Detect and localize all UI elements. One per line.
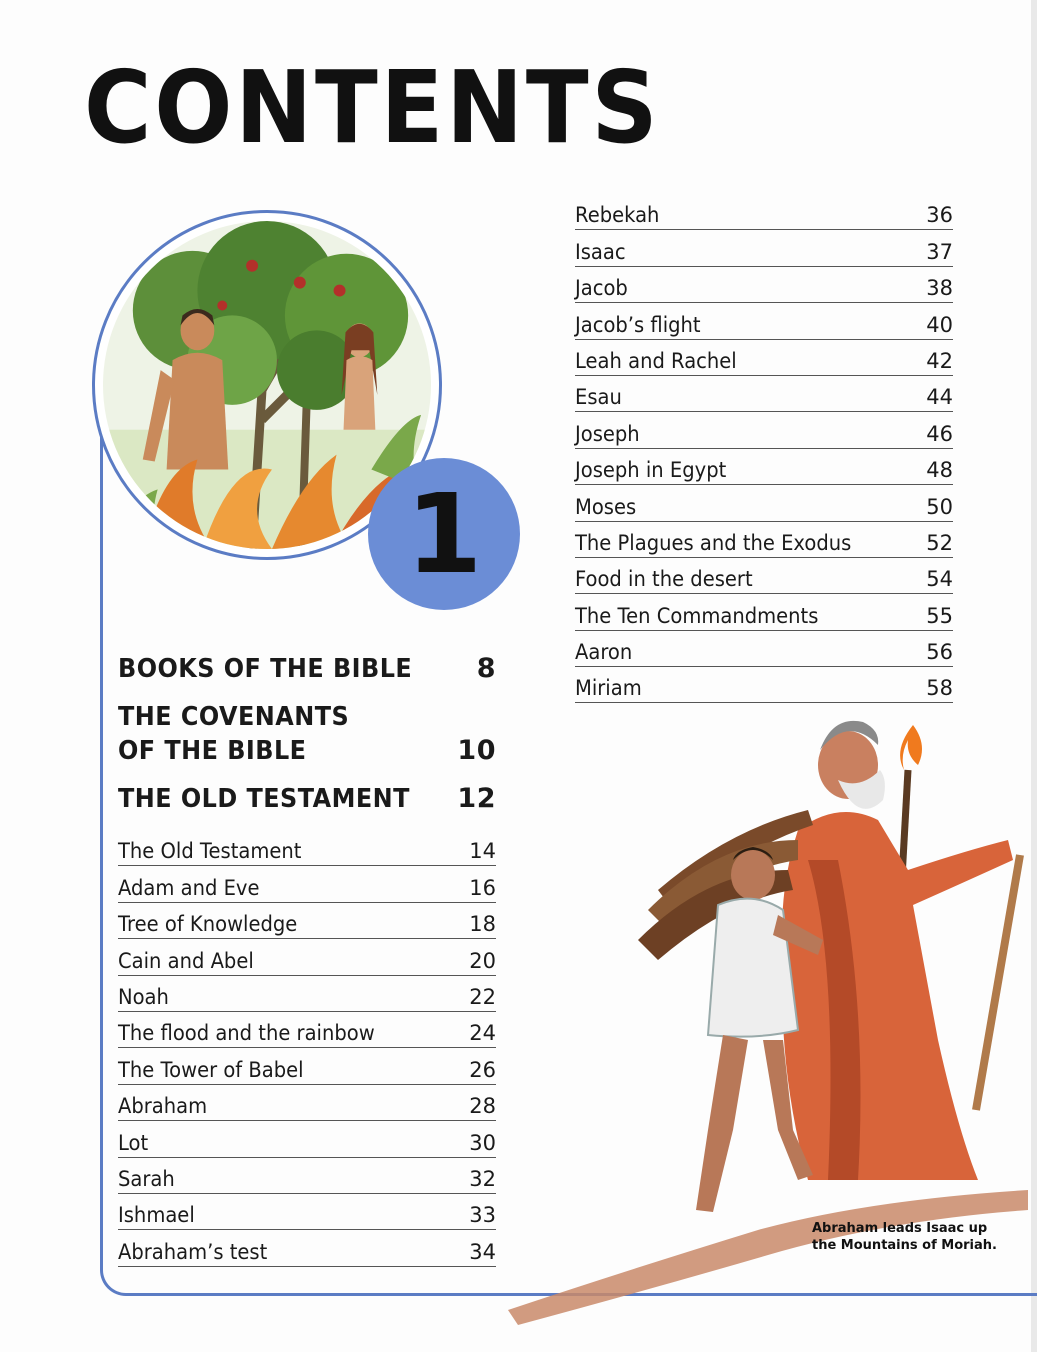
toc-entry-page: 44 [926, 385, 953, 410]
toc-entry[interactable] [575, 667, 953, 703]
toc-entry-page: 58 [926, 676, 953, 701]
toc-entry-page: 38 [926, 276, 953, 301]
toc-entry[interactable] [575, 485, 953, 521]
toc-entry-label: Tree of Knowledge [118, 912, 298, 937]
toc-entry-page: 56 [926, 640, 953, 665]
toc-entry-label: The Plagues and the Exodus [575, 530, 852, 555]
toc-entry-page: 16 [469, 875, 496, 900]
toc-entry-page: 18 [469, 912, 496, 937]
toc-entry-label: Isaac [575, 239, 626, 264]
toc-list-right [575, 194, 953, 703]
toc-list-left [118, 830, 496, 1267]
toc-entry[interactable] [575, 594, 953, 630]
toc-entry-page: 26 [469, 1057, 496, 1082]
toc-entry-page: 54 [926, 567, 953, 592]
page-title: CONTENTS [84, 49, 661, 166]
toc-entry[interactable] [118, 1121, 496, 1157]
toc-entry-label: Moses [575, 494, 637, 519]
toc-entry[interactable] [575, 412, 953, 448]
toc-entry-page: 40 [926, 312, 953, 337]
toc-entry-label: Joseph [575, 421, 640, 446]
major-entry-page: 12 [457, 783, 496, 814]
toc-entry-label: Miriam [575, 676, 642, 701]
toc-entry-label: Abraham [118, 1094, 208, 1119]
major-entry-page: 8 [476, 653, 496, 684]
toc-entry-label: Jacob’s flight [575, 312, 701, 337]
toc-entry-label: The Tower of Babel [118, 1057, 304, 1082]
toc-entry-label: Abraham’s test [118, 1239, 268, 1264]
toc-entry[interactable] [575, 303, 953, 339]
toc-entry-page: 36 [926, 203, 953, 228]
toc-entry-label: Cain and Abel [118, 948, 254, 973]
toc-entry[interactable] [575, 376, 953, 412]
toc-entry-page: 22 [469, 984, 496, 1009]
toc-entry[interactable] [575, 194, 953, 230]
toc-entry[interactable] [118, 1085, 496, 1121]
toc-entry[interactable] [575, 558, 953, 594]
toc-entry[interactable] [575, 449, 953, 485]
toc-entry-page: 55 [926, 603, 953, 628]
toc-entry-label: Aaron [575, 640, 633, 665]
toc-entry-page: 14 [469, 839, 496, 864]
toc-entry[interactable] [575, 267, 953, 303]
toc-entry[interactable] [575, 340, 953, 376]
toc-entry-page: 52 [926, 530, 953, 555]
major-entry-label [118, 700, 349, 768]
toc-entry-page: 42 [926, 348, 953, 373]
toc-entry-label: Food in the desert [575, 567, 753, 592]
toc-entry-page: 24 [469, 1021, 496, 1046]
toc-entry-page: 48 [926, 458, 953, 483]
toc-entry[interactable] [118, 830, 496, 866]
toc-entry[interactable] [118, 1194, 496, 1230]
toc-entry-page: 33 [469, 1203, 496, 1228]
toc-entry-page: 46 [926, 421, 953, 446]
toc-entry[interactable] [118, 1158, 496, 1194]
toc-entry-label: Esau [575, 385, 622, 410]
toc-entry-label: The Ten Commandments [575, 603, 819, 628]
toc-entry-label: Lot [118, 1130, 149, 1155]
toc-entry-label: Jacob [575, 276, 628, 301]
major-entry-covenants[interactable] [118, 700, 496, 768]
caption-line: the Mountains of Moriah. [812, 1238, 997, 1253]
toc-entry[interactable] [575, 631, 953, 667]
illustration-caption [812, 1220, 1002, 1254]
toc-entry-label: Rebekah [575, 203, 660, 228]
toc-entry[interactable] [118, 903, 496, 939]
toc-entry[interactable] [575, 230, 953, 266]
toc-entry-page: 34 [469, 1239, 496, 1264]
toc-entry[interactable] [118, 1012, 496, 1048]
toc-entry[interactable] [118, 976, 496, 1012]
major-entry-label-line: OF THE BIBLE [118, 736, 307, 766]
major-entry-page: 10 [457, 735, 496, 766]
toc-entry[interactable] [118, 866, 496, 902]
toc-entry-label: Leah and Rachel [575, 348, 737, 373]
chapter-number-badge: 1 [368, 458, 520, 610]
toc-entry-label: Sarah [118, 1166, 175, 1191]
major-entry-old-testament[interactable] [118, 782, 496, 816]
toc-entry-label: The flood and the rainbow [118, 1021, 375, 1046]
toc-entry[interactable] [118, 939, 496, 975]
toc-entry-label: Joseph in Egypt [575, 458, 727, 483]
major-entry-label-line: THE COVENANTS [118, 702, 350, 732]
toc-entry-label: Adam and Eve [118, 875, 260, 900]
major-entry-books-of-the-bible[interactable] [118, 652, 496, 686]
toc-entry-label: Ishmael [118, 1203, 195, 1228]
toc-entry-label: Noah [118, 984, 169, 1009]
toc-entry-page: 28 [469, 1094, 496, 1119]
toc-entry-label: The Old Testament [118, 839, 302, 864]
toc-entry-page: 50 [926, 494, 953, 519]
toc-entry[interactable] [118, 1230, 496, 1266]
toc-entry-page: 20 [469, 948, 496, 973]
toc-entry-page: 37 [926, 239, 953, 264]
major-entry-label: BOOKS OF THE BIBLE [118, 654, 413, 684]
major-entry-label: THE OLD TESTAMENT [118, 784, 410, 814]
toc-entry[interactable] [118, 1048, 496, 1084]
caption-line: Abraham leads Isaac up [812, 1221, 988, 1236]
toc-entry[interactable] [575, 522, 953, 558]
toc-entry-page: 32 [469, 1166, 496, 1191]
toc-entry-page: 30 [469, 1130, 496, 1155]
